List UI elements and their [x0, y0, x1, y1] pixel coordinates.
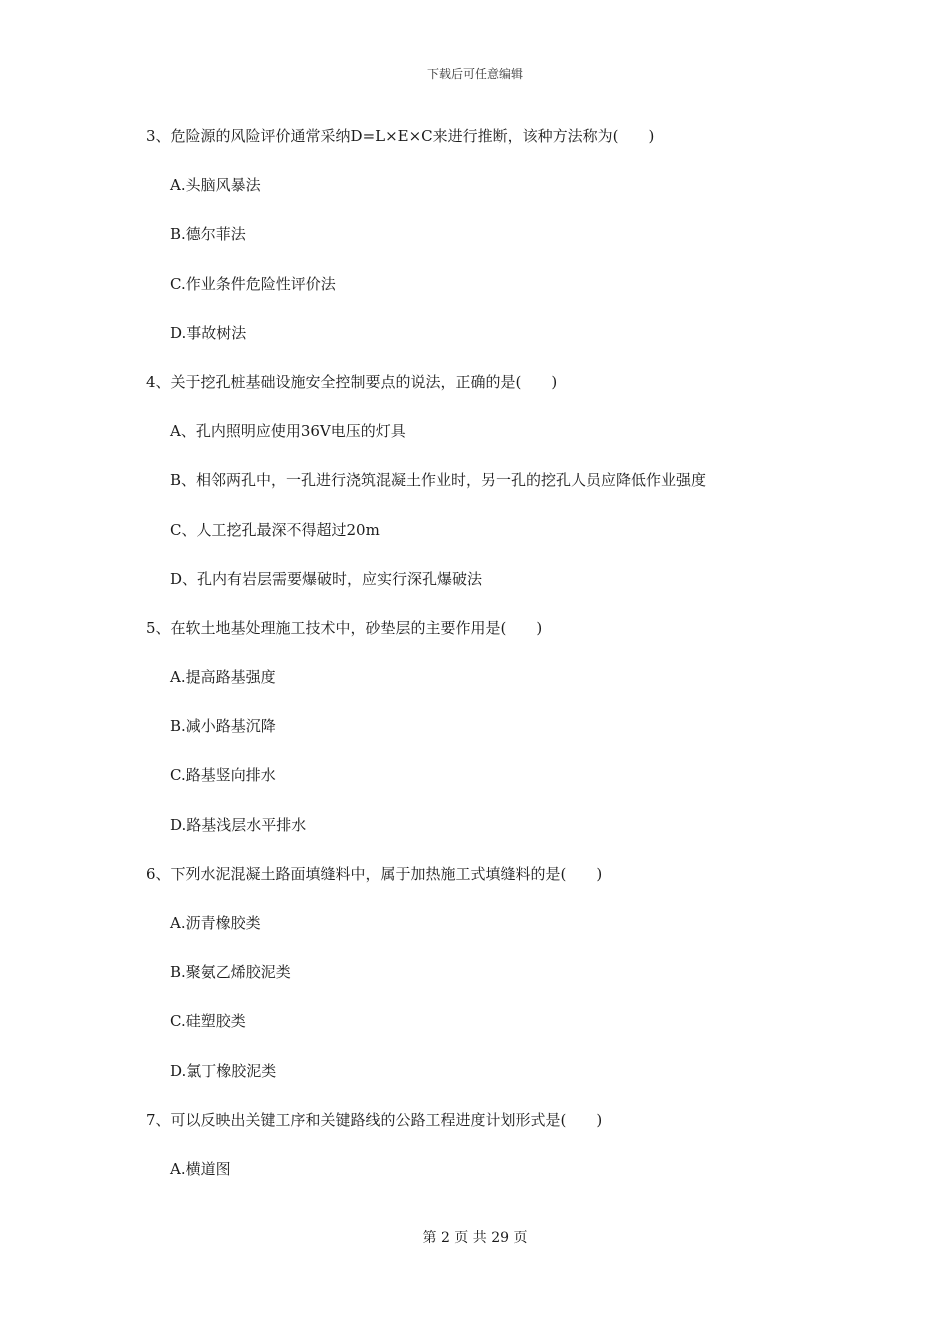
- answer-option: C.作业条件危险性评价法: [170, 274, 336, 293]
- answer-option: D.路基浅层水平排水: [170, 815, 307, 834]
- answer-option: B、相邻两孔中，一孔进行浇筑混凝土作业时，另一孔的挖孔人员应降低作业强度: [170, 471, 707, 490]
- answer-option: A.头脑风暴法: [170, 176, 261, 195]
- answer-option: D.事故树法: [170, 323, 247, 342]
- answer-option: C.硅塑胶类: [170, 1012, 246, 1031]
- question-stem: 3、危险源的风险评价通常采纳D=L×E×C来进行推断，该种方法称为( ): [146, 127, 655, 145]
- answer-option: B.德尔菲法: [170, 225, 246, 244]
- answer-option: C.路基竖向排水: [170, 766, 276, 785]
- answer-option: A.横道图: [170, 1159, 231, 1178]
- question-stem: 4、关于挖孔桩基础设施安全控制要点的说法，正确的是( ): [146, 372, 558, 391]
- answer-option: B.聚氨乙烯胶泥类: [170, 963, 291, 982]
- answer-option: D.氯丁橡胶泥类: [170, 1061, 277, 1080]
- answer-option: A.沥青橡胶类: [170, 914, 261, 932]
- answer-option: A、孔内照明应使用36V电压的灯具: [170, 422, 406, 441]
- page-header: 下载后可任意编辑: [426, 67, 523, 81]
- answer-option: C、人工挖孔最深不得超过20m: [170, 520, 380, 539]
- question-list: [0, 124, 950, 1206]
- question-stem: 7、可以反映出关键工序和关键路线的公路工程进度计划形式是( ): [146, 1110, 603, 1129]
- page-number-footer: 第 2 页 共 29 页: [422, 1230, 528, 1246]
- question-stem: 5、在软土地基处理施工技术中，砂垫层的主要作用是( ): [146, 618, 543, 637]
- question-stem: 6、下列水泥混凝土路面填缝料中，属于加热施工式填缝料的是( ): [146, 864, 603, 883]
- answer-option: D、孔内有岩层需要爆破时，应实行深孔爆破法: [170, 569, 483, 588]
- answer-option: A.提高路基强度: [170, 668, 276, 687]
- answer-option: B.减小路基沉降: [170, 717, 276, 736]
